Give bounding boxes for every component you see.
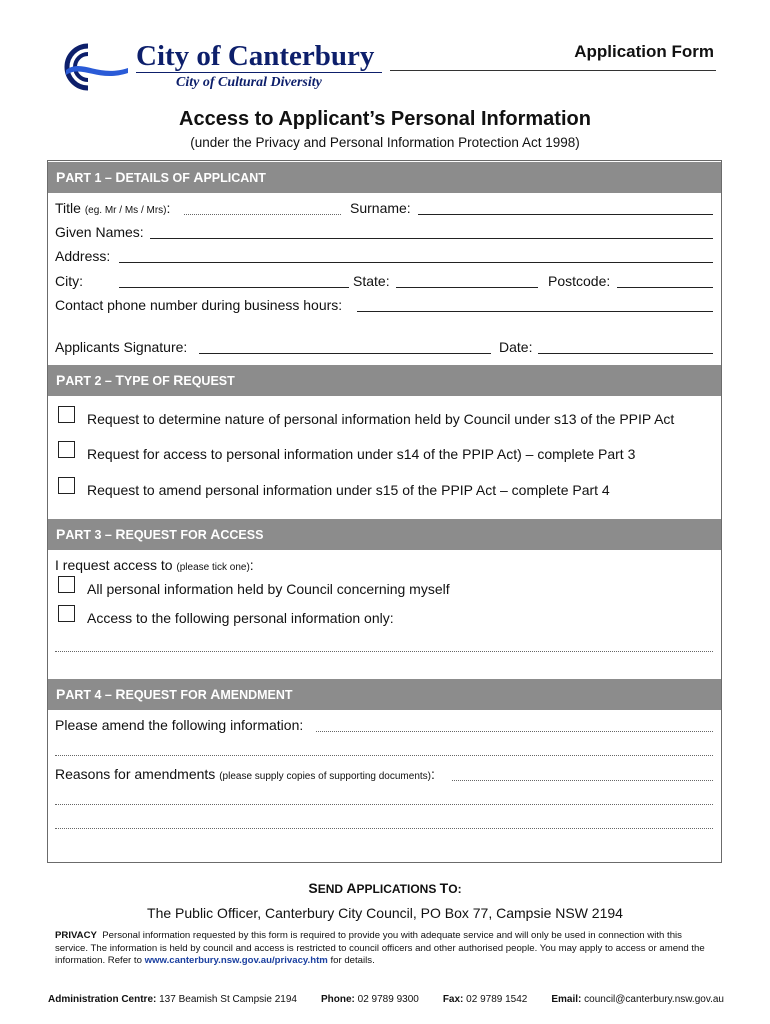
signature-label: Applicants Signature:: [55, 339, 188, 355]
postcode-field[interactable]: [617, 287, 713, 288]
privacy-notice: PRIVACY Personal information requested by this form is required to provide you with adequate service and will only be used in connection with this service. The information is held by council and access is restricted to council officers and other authorised people. You may apply to access or amend the information. Refer to www.canterbury.nsw.gov.au/privacy.htm for details.: [55, 930, 705, 966]
form-frame: [47, 160, 722, 863]
address-field[interactable]: [119, 262, 713, 263]
date-label: Date:: [499, 339, 533, 355]
send-applications-heading: SEND APPLICATIONS TO:: [308, 880, 462, 896]
city-label: City:: [55, 273, 83, 289]
part1-heading: PART 1 – DETAILS OF APPLICANT: [48, 162, 721, 193]
phone-contact: Phone: 02 9789 9300: [320, 994, 419, 1005]
given-names-field[interactable]: [150, 238, 713, 239]
org-tagline: City of Cultural Diversity: [176, 75, 322, 90]
part2-heading: PART 2 – TYPE OF REQUEST: [48, 365, 721, 396]
part4-heading: PART 4 – REQUEST FOR AMENDMENT: [48, 679, 721, 710]
org-name: City of Canterbury: [136, 40, 375, 72]
postcode-label: Postcode:: [548, 273, 611, 289]
reasons-field-1[interactable]: [452, 780, 713, 781]
city-field[interactable]: [119, 287, 349, 288]
org-name-rule: [136, 72, 382, 73]
request-nature-label: Request to determine nature of personal information held by Council under s13 of the PPIP Act: [87, 411, 675, 427]
state-label: State:: [353, 273, 390, 289]
access-all-checkbox[interactable]: [58, 576, 75, 593]
admin-centre: Administration Centre: 137 Beamish St Campsie 2194: [48, 994, 297, 1005]
date-field[interactable]: [538, 353, 713, 354]
address-label: Address:: [55, 248, 111, 264]
city-logo-icon: [52, 42, 132, 92]
request-access-checkbox[interactable]: [58, 441, 75, 458]
amend-label: Please amend the following information:: [55, 717, 304, 733]
part3-heading: PART 3 – REQUEST FOR ACCESS: [48, 519, 721, 550]
reasons-field-3[interactable]: [55, 828, 713, 829]
access-specific-checkbox[interactable]: [58, 605, 75, 622]
access-specific-label: Access to the following personal information only:: [87, 610, 394, 626]
phone-field[interactable]: [357, 311, 713, 312]
document-title: Access to Applicant’s Personal Information: [179, 108, 591, 130]
signature-field[interactable]: [199, 353, 491, 354]
form-type-rule: [390, 70, 716, 71]
request-amend-label: Request to amend personal information under s15 of the PPIP Act – complete Part 4: [87, 482, 610, 498]
privacy-link[interactable]: www.canterbury.nsw.gov.au/privacy.htm: [144, 955, 328, 966]
surname-label: Surname:: [350, 200, 411, 216]
surname-field[interactable]: [418, 214, 713, 215]
title-label: Title (eg. Mr / Ms / Mrs):: [55, 200, 171, 216]
amend-field-2[interactable]: [55, 755, 713, 756]
state-field[interactable]: [396, 287, 538, 288]
reasons-field-2[interactable]: [55, 804, 713, 805]
email-contact: Email: council@canterbury.nsw.gov.au: [551, 994, 724, 1005]
form-type-label: Application Form: [574, 42, 714, 61]
request-access-label: Request for access to personal information under s14 of the PPIP Act) – complete Part 3: [87, 446, 636, 462]
title-field[interactable]: [184, 214, 341, 215]
public-officer-address: The Public Officer, Canterbury City Council, PO Box 77, Campsie NSW 2194: [147, 905, 623, 921]
access-intro-label: I request access to (please tick one):: [55, 557, 254, 573]
contact-footer: [48, 994, 724, 1005]
request-nature-checkbox[interactable]: [58, 406, 75, 423]
reasons-label: Reasons for amendments (please supply copies of supporting documents):: [55, 766, 435, 782]
access-specific-field[interactable]: [55, 651, 713, 652]
document-subtitle: (under the Privacy and Personal Information Protection Act 1998): [190, 135, 580, 150]
given-names-label: Given Names:: [55, 224, 144, 240]
amend-field-1[interactable]: [316, 731, 713, 732]
access-all-label: All personal information held by Council concerning myself: [87, 581, 450, 597]
request-amend-checkbox[interactable]: [58, 477, 75, 494]
phone-label: Contact phone number during business hours:: [55, 297, 343, 313]
fax-contact: Fax: 02 9789 1542: [442, 994, 528, 1005]
